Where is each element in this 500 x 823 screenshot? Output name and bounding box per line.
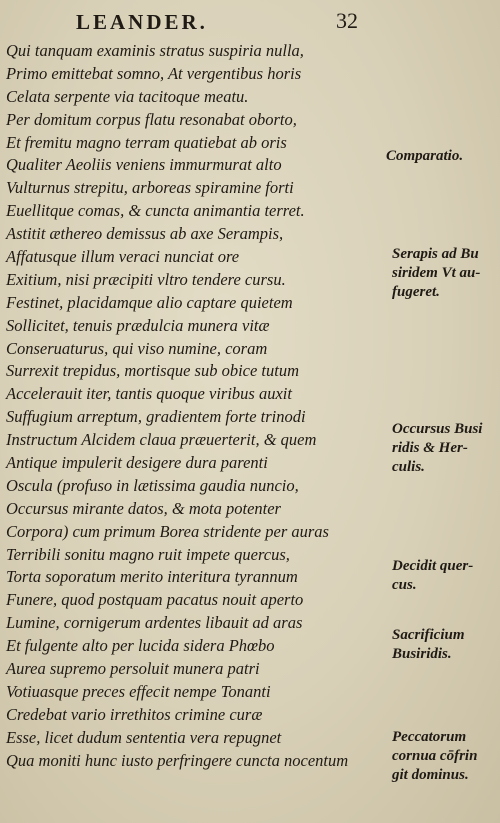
gloss-line: Occursus Busi bbox=[392, 421, 483, 437]
page-number: 32 bbox=[336, 8, 358, 33]
verse-line: Qualiter Aeoliis veniens immurmurat alto bbox=[6, 155, 282, 175]
marginal-gloss bbox=[392, 728, 477, 785]
verse-line: Primo emittebat somno, At vergentibus horis bbox=[6, 63, 302, 83]
verse-line: Et fremitu magno terram quatiebat ab oris bbox=[6, 132, 287, 152]
verse-line: Instructum Alcidem claua præuerterit, & quem bbox=[6, 430, 317, 450]
verse-line: Accelerauit iter, tantis quoque viribus auxit bbox=[6, 384, 292, 404]
gloss-line: fugeret. bbox=[392, 284, 440, 300]
verse-line: Festinet, placidamque alio captare quietem bbox=[6, 292, 293, 312]
marginal-gloss bbox=[392, 557, 473, 595]
verse-line: Sollicitet, tenuis prædulcia munera vitæ bbox=[6, 315, 270, 335]
verse-line: Astitit æthereo demissus ab axe Serampis, bbox=[6, 224, 284, 244]
verse-line: Occursus mirante datos, & mota potenter bbox=[6, 498, 281, 518]
gloss-line: git dominus. bbox=[392, 767, 469, 783]
verse-line: Votiuasque preces effecit nempe Tonanti bbox=[6, 681, 271, 701]
poem-text bbox=[6, 40, 386, 773]
verse-line: Celata serpente via tacitoque meatu. bbox=[6, 86, 249, 106]
verse-line: Surrexit trepidus, mortisque sub obice tutum bbox=[6, 361, 300, 381]
verse-line: Oscula (profuso in lætissima gaudia nuncio, bbox=[6, 475, 299, 495]
verse-line: Torta soporatum merito interitura tyrannum bbox=[6, 567, 298, 587]
gloss-line: cus. bbox=[392, 577, 417, 593]
verse-line: Per domitum corpus flatu resonabat oborto, bbox=[6, 109, 297, 129]
verse-line: Terribili sonitu magno ruit impete quercus, bbox=[6, 544, 290, 564]
gloss-line: Peccatorum bbox=[392, 729, 467, 745]
page-header bbox=[0, 8, 500, 36]
verse-line: Credebat vario irrethitos crimine curæ bbox=[6, 704, 263, 724]
marginal-gloss bbox=[392, 420, 482, 477]
verse-line: Affatusque illum veraci nunciat ore bbox=[6, 247, 240, 267]
verse-line: Corpora) cum primum Borea stridente per auras bbox=[6, 521, 329, 541]
gloss-line: ridis & Her- bbox=[392, 440, 468, 456]
gloss-line: Busiridis. bbox=[392, 646, 452, 662]
running-head: LEANDER. bbox=[76, 10, 208, 34]
verse-line: Esse, licet dudum sententia vera repugnet bbox=[6, 727, 282, 747]
gloss-line: Sacrificium bbox=[392, 627, 465, 643]
gloss-line: Serapis ad Bu bbox=[392, 246, 479, 262]
verse-line: Conseruaturus, qui viso numine, coram bbox=[6, 338, 268, 358]
marginal-gloss bbox=[392, 245, 480, 302]
verse-line: Funere, quod postquam pacatus nouit aperto bbox=[6, 590, 304, 610]
verse-line: Suffugium arreptum, gradientem forte trinodi bbox=[6, 407, 306, 427]
gloss-line: Decidit quer- bbox=[392, 558, 474, 574]
verse-line: Qua moniti hunc iusto perfringere cuncta nocentum bbox=[6, 750, 349, 770]
verse-line: Qui tanquam examinis stratus suspiria nulla, bbox=[6, 41, 304, 60]
verse-line: Aurea supremo persoluit munera patri bbox=[6, 659, 260, 679]
verse-line: Vulturnus strepitu, arboreas spiramine forti bbox=[6, 178, 294, 198]
verse-line: Lumine, cornigerum ardentes libauit ad aras bbox=[6, 613, 303, 633]
gloss-line: cornua cōfrin bbox=[392, 748, 478, 764]
marginal-gloss bbox=[392, 626, 465, 664]
verse-line: Euellitque comas, & cuncta animantia terret. bbox=[6, 201, 305, 221]
gloss-line: siridem Vt au- bbox=[392, 265, 481, 281]
verse-line: Et fulgente alto per lucida sidera Phœbo bbox=[6, 636, 275, 656]
verse-line: Exitium, nisi præcipiti vltro tendere cursu. bbox=[6, 269, 286, 289]
verse-line: Antique impulerit desigere dura parenti bbox=[6, 453, 268, 473]
gloss-line: Comparatio. bbox=[386, 148, 464, 164]
gloss-line: culis. bbox=[392, 459, 425, 475]
marginal-gloss bbox=[386, 147, 463, 166]
